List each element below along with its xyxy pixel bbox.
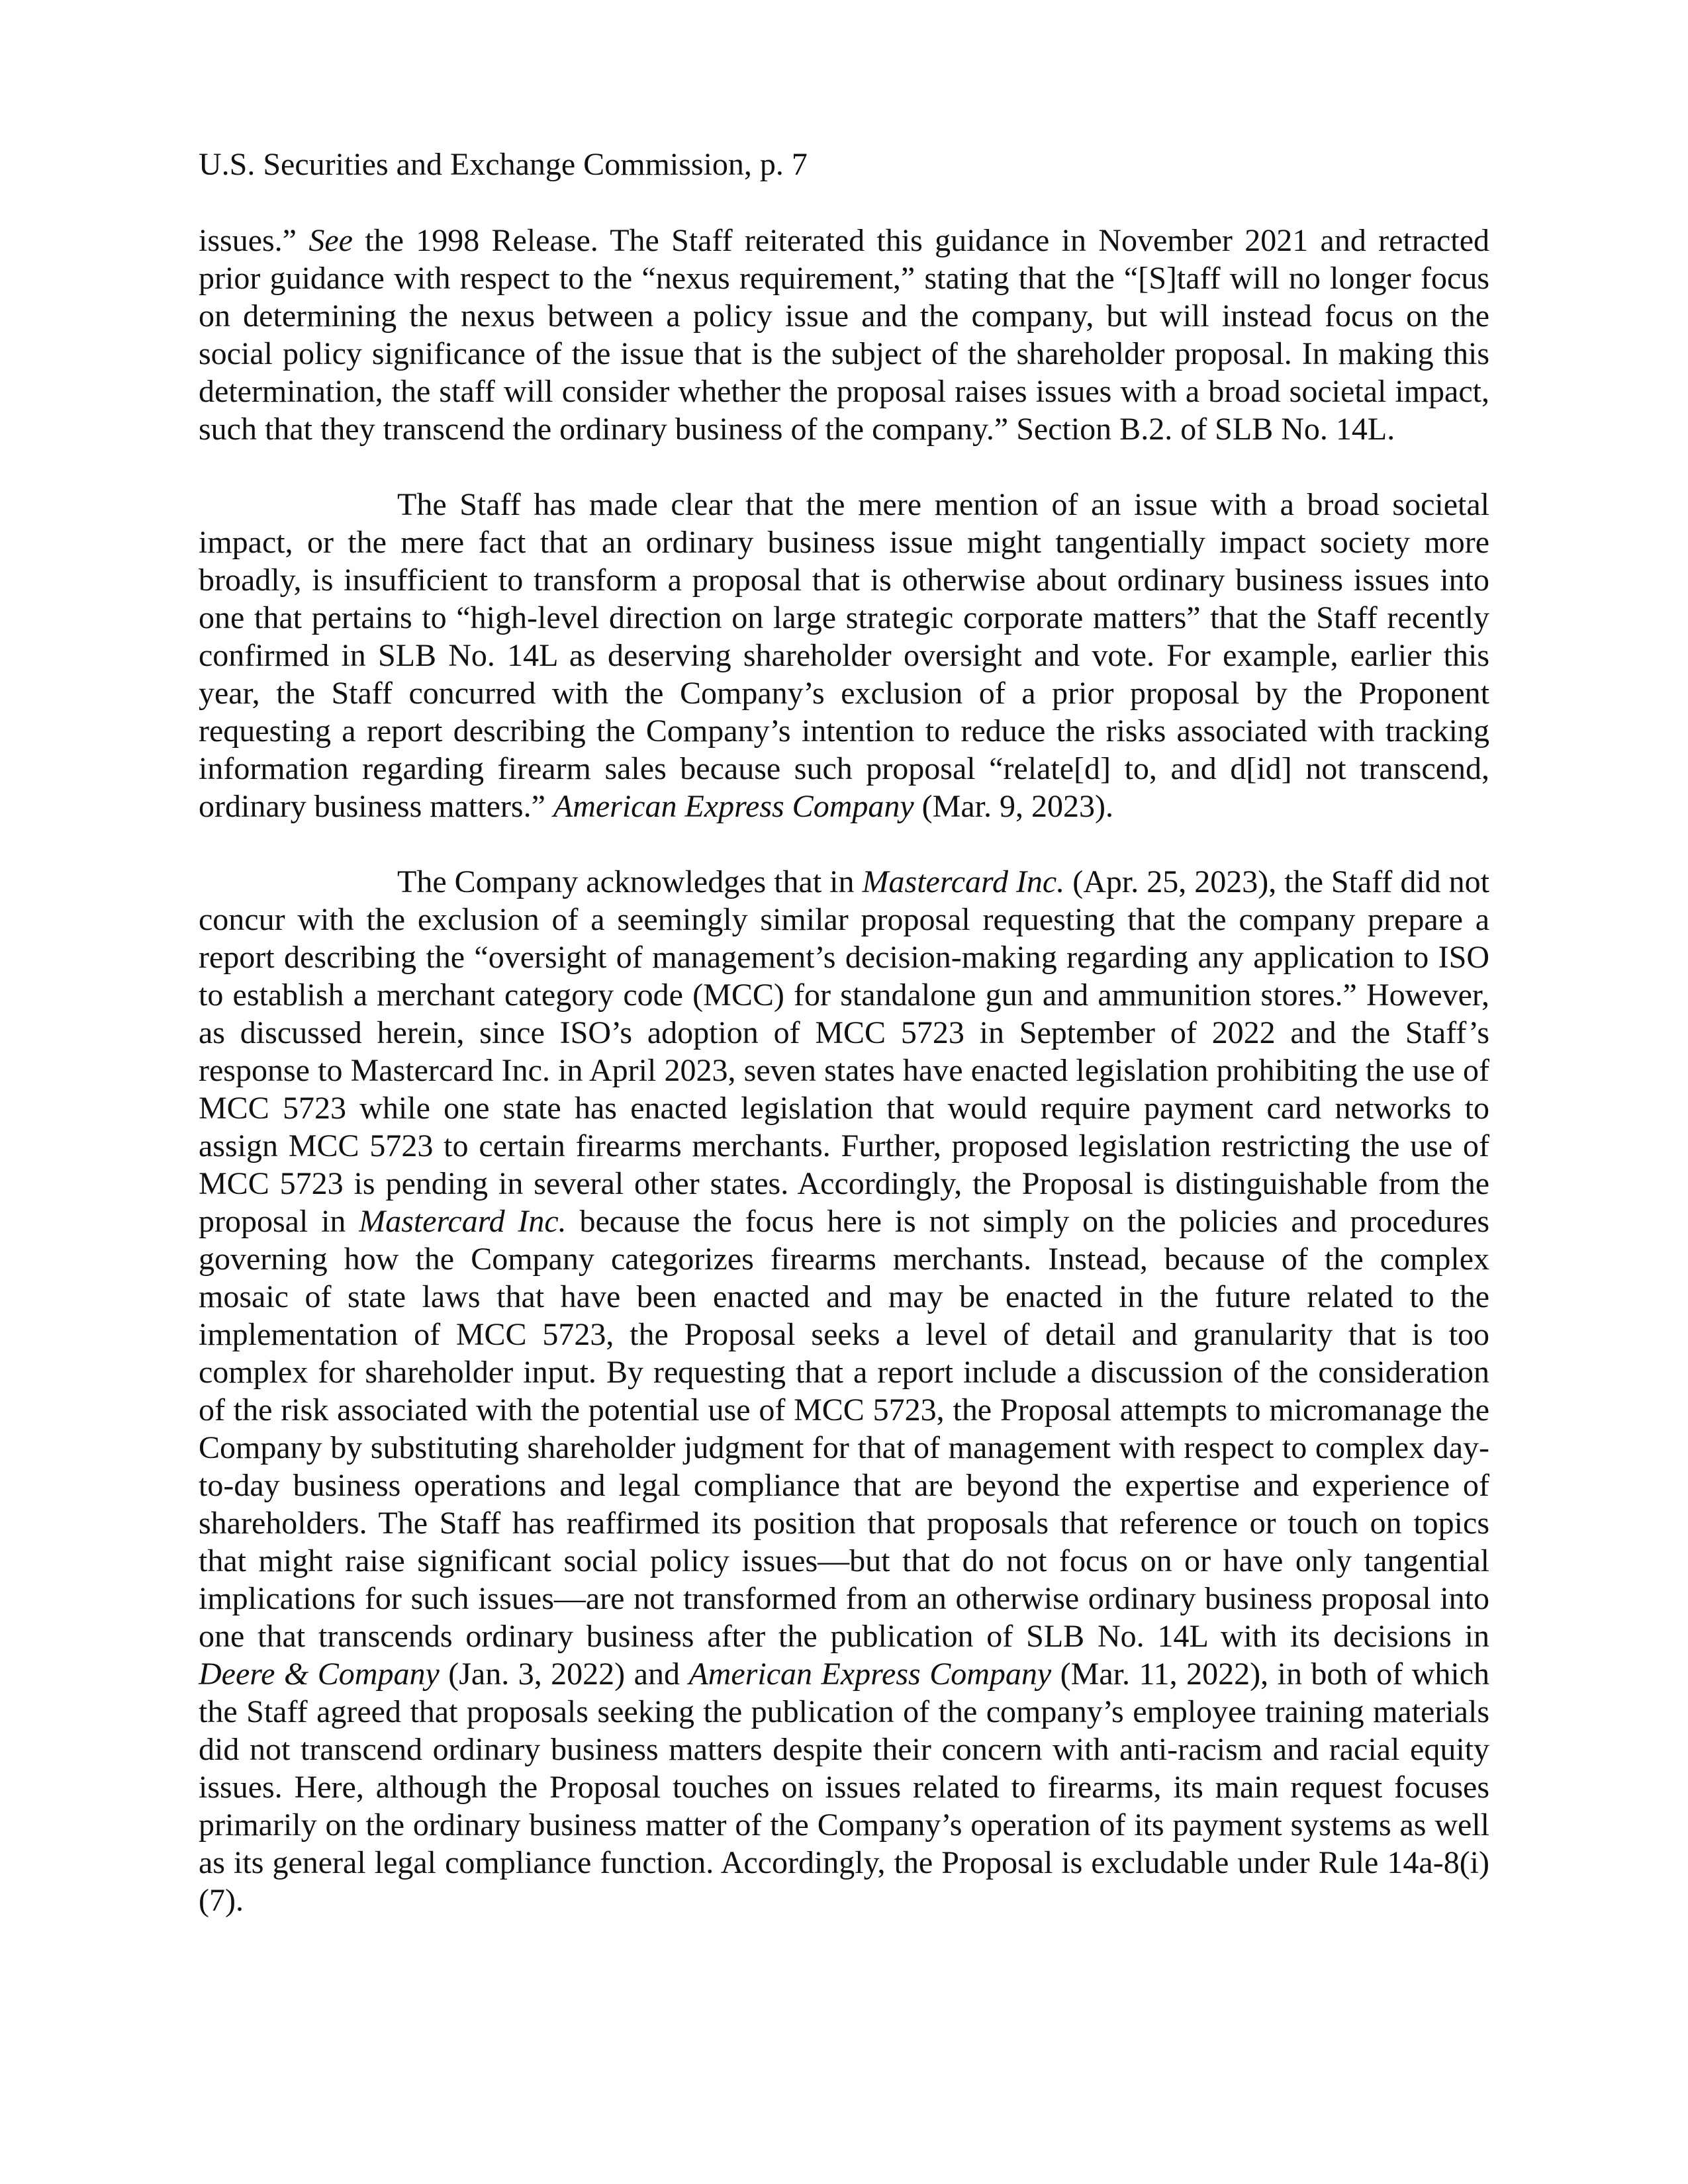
text-run: The Company acknowledges that in xyxy=(397,864,863,899)
case-citation: American Express Company xyxy=(688,1657,1052,1692)
citation-signal: See xyxy=(308,223,353,258)
running-header: U.S. Securities and Exchange Commission, p. 7 xyxy=(199,147,808,182)
case-citation: Mastercard Inc. xyxy=(862,864,1065,899)
case-citation: American Express Company xyxy=(553,789,914,824)
paragraph-3 xyxy=(199,863,1489,1919)
text-run: issues.” xyxy=(199,223,309,258)
text-run: (Apr. 25, 2023), the Staff did not concur with the exclusion of a seemingly similar proposal requesting that the company prepare a report describing the “oversight of management’s decision-making regarding any application to ISO to establish a merchant category code (MCC) for standalone gun and ammunition stores.” However, as discussed herein, since ISO’s adoption of MCC 5723 in September of 2022 and the Staff’s response to Mastercard Inc. in April 2023, seven states have enacted legislation prohibiting the use of MCC 5723 while one state has enacted legislation that would require payment card networks to assign MCC 5723 to certain firearms merchants. Further, proposed legislation restricting the use of MCC 5723 is pending in several other states. Accordingly, the Proposal is distinguishable from the proposal in xyxy=(199,864,1489,1239)
text-run: the 1998 Release. The Staff reiterated this guidance in November 2021 and retracted prior guidance with respect to the “nexus requirement,” stating that the “[S]taff will no longer focus on determining the nexus between a policy issue and the company, but will instead focus on the social policy significance of the issue that is the subject of the shareholder proposal. In making this determination, the staff will consider whether the proposal raises issues with a broad societal impact, such that they transcend the ordinary business of the company.” Section B.2. of SLB No. 14L. xyxy=(199,223,1490,447)
text-run: (Mar. 9, 2023). xyxy=(914,789,1113,824)
paragraph-1 xyxy=(199,222,1489,448)
case-citation: Mastercard Inc. xyxy=(359,1204,567,1239)
document-page xyxy=(199,146,1489,1919)
case-citation: Deere & Company xyxy=(199,1657,440,1692)
text-run: The Staff has made clear that the mere mention of an issue with a broad societal impact, or the mere fact that an ordinary business issue might tangentially impact society more broadly, is insufficient to transform a proposal that is otherwise about ordinary business issues into one that pertains to “high-level direction on large strategic corporate matters” that the Staff recently confirmed in SLB No. 14L as deserving shareholder oversight and vote. For example, earlier this year, the Staff concurred with the Company’s exclusion of a prior proposal by the Proponent requesting a report describing the Company’s intention to reduce the risks associated with tracking information regarding firearm sales because such proposal “relate[d] to, and d[id] not transcend, ordinary business matters.” xyxy=(199,487,1489,824)
text-run: because the focus here is not simply on the policies and procedures governing how the Company categorizes firearms merchants. Instead, because of the complex mosaic of state laws that have been enacted and may be enacted in the future related to the implementation of MCC 5723, the Proposal seeks a level of detail and granularity that is too complex for shareholder input. By requesting that a report include a discussion of the consideration of the risk associated with the potential use of MCC 5723, the Proposal attempts to micromanage the Company by substituting shareholder judgment for that of management with respect to complex day-to-day business operations and legal compliance that are beyond the expertise and experience of shareholders. The Staff has reaffirmed its position that proposals that reference or touch on topics that might raise significant social policy issues—but that do not focus on or have only tangential implications for such issues—are not transformed from an otherwise ordinary business proposal into one that transcends ordinary business after the publication of SLB No. 14L with its decisions in xyxy=(199,1204,1489,1654)
text-run: (Jan. 3, 2022) and xyxy=(439,1657,689,1692)
paragraph-2 xyxy=(199,486,1489,825)
text-run: (Mar. 11, 2022), in both of which the Staff agreed that proposals seeking the publication of the company’s employee training materials did not transcend ordinary business matters despite their concern with anti-racism and racial equity issues. Here, although the Proposal touches on issues related to firearms, its main request focuses primarily on the ordinary business matter of the Company’s operation of its payment systems as well as its general legal compliance function. Accordingly, the Proposal is excludable under Rule 14a-8(i)(7). xyxy=(199,1657,1490,1918)
